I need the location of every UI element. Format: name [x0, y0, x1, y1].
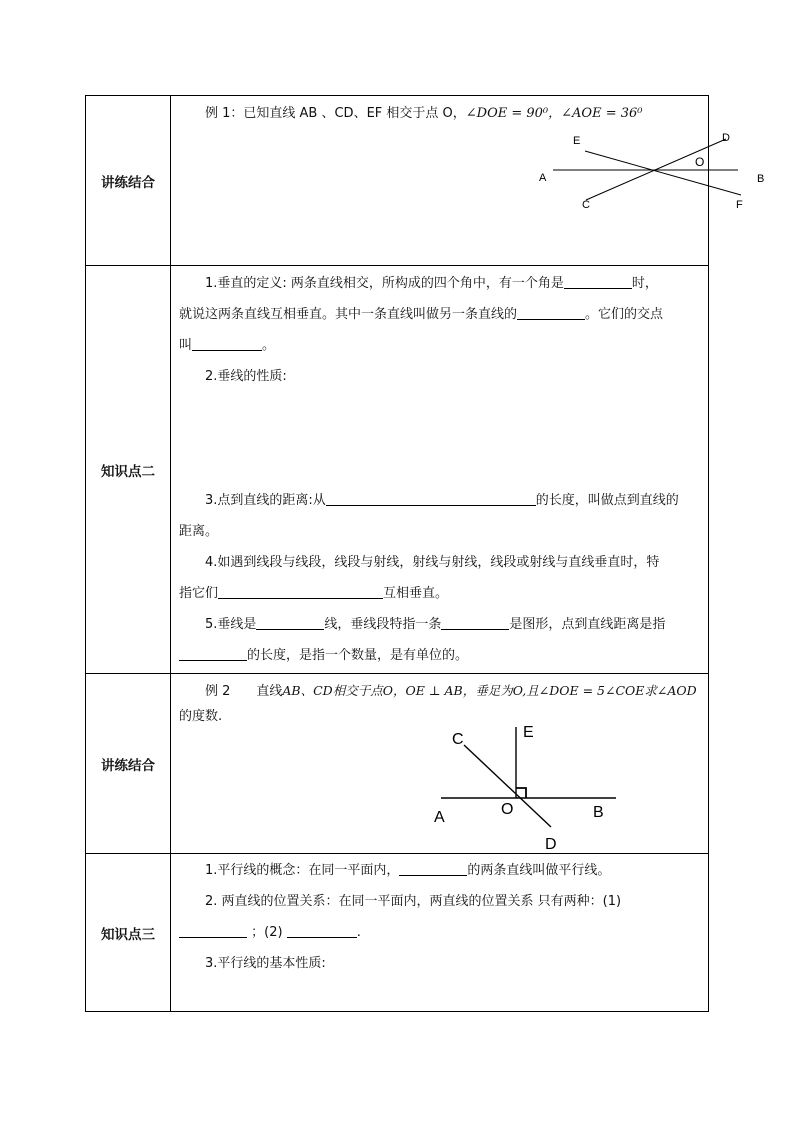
worksheet-table — [85, 95, 765, 1012]
blank-field[interactable] — [326, 491, 536, 506]
label-D: D — [722, 132, 730, 144]
label-F: F — [736, 199, 743, 211]
blank-field[interactable] — [441, 615, 509, 630]
knowledge-2-cell — [171, 266, 709, 674]
example-2-figure — [171, 674, 709, 854]
example-1-math: ∠DOE = 90⁰，∠AOE = 36⁰ — [465, 106, 643, 121]
parallel-property-heading: 3.平行线的基本性质: — [205, 956, 326, 971]
row-label: 知识点三 — [86, 854, 171, 1012]
label-O: O — [501, 801, 514, 818]
label-A: A — [434, 809, 445, 826]
parallel-definition: 1.平行线的概念：在同一平面内， 的两条直线叫做平行线。 — [205, 863, 611, 878]
table-row — [86, 96, 709, 266]
example-1-figure — [171, 96, 765, 266]
definition-line-3: 叫 。 — [179, 338, 276, 353]
label-C: C — [452, 731, 464, 748]
example-1-statement: 例 1：已知直线 AB 、CD、EF 相交于点 O， — [205, 106, 466, 121]
row-label: 讲练结合 — [86, 96, 171, 266]
label-D: D — [545, 836, 557, 853]
example-1-cell — [171, 96, 765, 266]
distance-line-2: 距离。 — [179, 524, 219, 539]
label-E: E — [523, 724, 534, 741]
blank-field[interactable] — [218, 584, 383, 599]
table-row — [86, 674, 709, 854]
distance-line-1: 3.点到直线的距离:从 的长度，叫做点到直线的 — [205, 493, 679, 508]
definition-line-2: 就说这两条直线互相垂直。其中一条直线叫做另一条直线的 。它们的交点 — [179, 307, 664, 322]
segment-line-2: 指它们 互相垂直。 — [179, 586, 449, 601]
perpendicular-line-2: 的长度，是指一个数量，是有单位的。 — [179, 640, 700, 671]
blank-field[interactable] — [179, 646, 247, 661]
label-O: O — [695, 155, 705, 169]
example-2-cell — [171, 674, 709, 854]
table-row — [86, 854, 709, 1012]
label-C: C — [582, 199, 590, 211]
position-relation-line-2: ；(2) . — [179, 917, 700, 948]
position-relation-line-1: 2. 两直线的位置关系：在同一平面内，两直线的位置关系 只有两种：(1) — [205, 894, 622, 909]
segment-line-1: 4.如遇到线段与线段，线段与射线，射线与射线，线段或射线与直线垂直时，特 — [205, 555, 660, 570]
label-A: A — [539, 172, 547, 184]
property-heading: 2.垂线的性质: — [205, 369, 287, 384]
blank-field[interactable] — [564, 274, 632, 289]
label-B: B — [593, 804, 604, 821]
blank-field[interactable] — [179, 923, 247, 938]
blank-field[interactable] — [192, 336, 262, 351]
knowledge-3-cell — [171, 854, 709, 1012]
row-label: 知识点二 — [86, 266, 171, 674]
blank-field[interactable] — [256, 615, 324, 630]
blank-field[interactable] — [399, 861, 467, 876]
example-2-text: 例 2 直线AB、CD相交于点O，OE ⊥ AB，垂足为O,且∠DOE = 5∠COE求∠AOD 的度数. — [179, 683, 697, 724]
perpendicular-line-1: 5.垂线是 线，垂线段特指一条 是图形，点到直线距离是指 — [205, 617, 666, 632]
label-E: E — [573, 135, 581, 147]
blank-field[interactable] — [287, 923, 357, 938]
label-B: B — [757, 173, 765, 185]
table-row — [86, 266, 709, 674]
blank-field[interactable] — [517, 305, 585, 320]
answer-space[interactable] — [179, 392, 700, 485]
row-label: 讲练结合 — [86, 674, 171, 854]
definition-line-1: 1.垂直的定义: 两条直线相交，所构成的四个角中，有一个角是 时， — [205, 276, 658, 291]
